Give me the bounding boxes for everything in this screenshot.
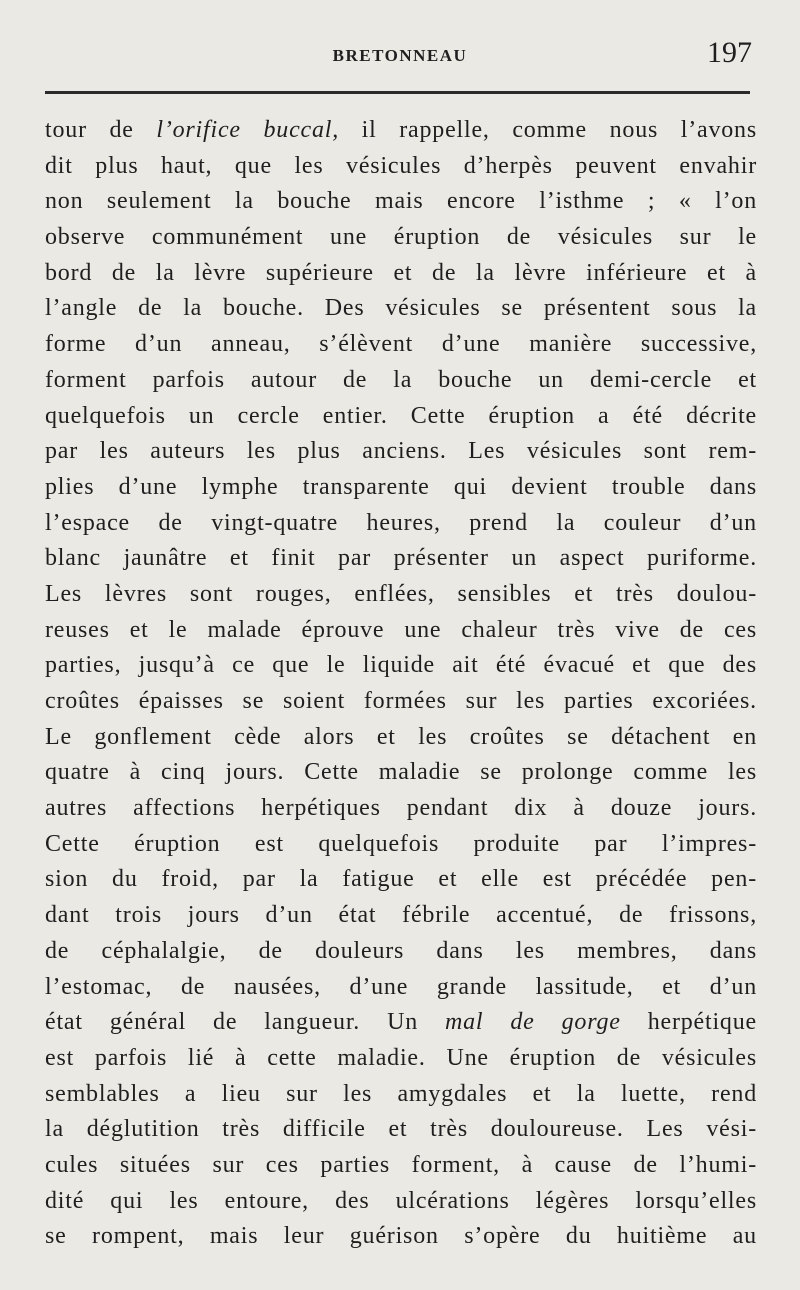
text-line: dit plus haut, que les vésicules d’herpès peuvent envahir [45, 152, 757, 179]
text-line: reuses et le malade éprouve une chaleur très vive de ces [45, 616, 757, 643]
text-segment: herpétique [620, 1009, 757, 1036]
header-rule [45, 91, 750, 94]
text-line: Le gonflement cède alors et les croûtes se détachent en [45, 723, 757, 750]
text-line: quatre à cinq jours. Cette maladie se prolonge comme les [45, 759, 757, 786]
text-line: sion du froid, par la fatigue et elle est précédée pen- [45, 866, 757, 893]
text-segment: tour de [45, 117, 157, 143]
text-segment: état général de langueur. Un [45, 1009, 445, 1036]
text-line: l’angle de la bouche. Des vésicules se présentent sous la [45, 295, 757, 322]
italic-text: l’orifice buccal, [156, 117, 340, 143]
running-head [40, 36, 760, 76]
text-line: l’estomac, de nausées, d’une grande lassitude, et d’un [45, 973, 757, 1000]
running-title: BRETONNEAU [332, 46, 468, 65]
text-line: dant trois jours d’un état fébrile accentué, de frissons, [45, 902, 757, 929]
text-line: par les auteurs les plus anciens. Les vésicules sont rem- [45, 438, 757, 465]
text-line: quelquefois un cercle entier. Cette éruption a été décrite [45, 402, 757, 429]
text-line: est parfois lié à cette maladie. Une éruption de vésicules [45, 1044, 757, 1071]
text-line: plies d’une lymphe transparente qui devient trouble dans [45, 473, 757, 500]
text-line: semblables a lieu sur les amygdales et la luette, rend [45, 1080, 757, 1107]
text-line: la déglutition très difficile et très douloureuse. Les vési- [45, 1116, 757, 1143]
text-line [45, 1005, 757, 1041]
text-segment: il rappelle, comme nous l’avons [339, 117, 757, 143]
text-line: forme d’un anneau, s’élèvent d’une manière successive, [45, 331, 757, 358]
text-line: non seulement la bouche mais encore l’isthme ; « l’on [45, 188, 757, 215]
text-line: l’espace de vingt-quatre heures, prend la couleur d’un [45, 509, 757, 536]
text-line: Cette éruption est quelquefois produite par l’impres- [45, 830, 757, 857]
text-line: dité qui les entoure, des ulcérations légères lorsqu’elles [45, 1187, 757, 1214]
body-text [45, 113, 757, 1255]
page-number: 197 [707, 36, 752, 69]
italic-text: mal de gorge [445, 1009, 621, 1036]
text-line: autres affections herpétiques pendant dix à douze jours. [45, 795, 757, 822]
text-line [45, 113, 757, 149]
text-line: Les lèvres sont rouges, enflées, sensibles et très doulou- [45, 580, 757, 607]
text-line: croûtes épaisses se soient formées sur les parties excoriées. [45, 688, 757, 714]
text-line: se rompent, mais leur guérison s’opère du huitième au [45, 1223, 757, 1250]
text-line: blanc jaunâtre et finit par présenter un aspect puriforme. [45, 545, 757, 572]
text-line: de céphalalgie, de douleurs dans les membres, dans [45, 937, 757, 964]
text-line: forment parfois autour de la bouche un demi-cercle et [45, 366, 757, 393]
text-line: parties, jusqu’à ce que le liquide ait été évacué et que des [45, 652, 757, 679]
text-line: cules situées sur ces parties forment, à cause de l’humi- [45, 1151, 757, 1178]
text-line: observe communément une éruption de vésicules sur le [45, 224, 757, 251]
text-line: bord de la lèvre supérieure et de la lèvre inférieure et à [45, 259, 757, 286]
